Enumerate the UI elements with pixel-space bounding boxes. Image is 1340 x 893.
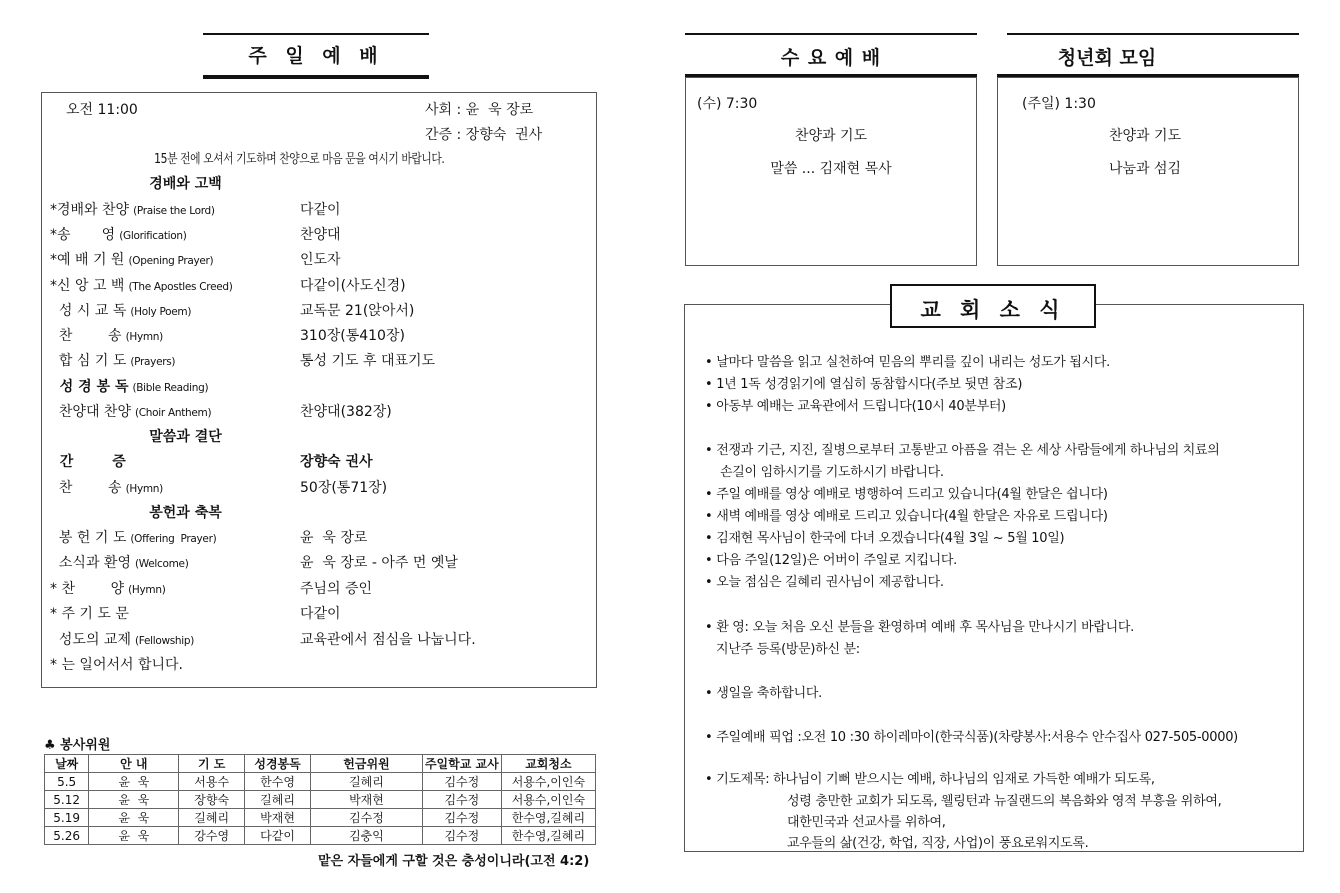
duty-cell: 박재현 xyxy=(311,791,423,809)
duty-cell: 다같이 xyxy=(244,827,310,845)
youth-time: (주일) 1:30 xyxy=(1022,96,1096,112)
news-title: 교 회 소 식 xyxy=(920,298,1066,322)
order-item-name: 성 경 봉 독 xyxy=(50,379,129,395)
duty-title: ♣ 봉사위원 xyxy=(44,738,111,753)
duty-cell: 윤 욱 xyxy=(89,827,179,845)
order-item-name: 성 시 교 독 xyxy=(50,303,127,319)
order-item-english: (Fellowship) xyxy=(134,635,195,647)
duty-cell: 5.19 xyxy=(45,809,89,827)
order-item-name: 합 심 기 도 xyxy=(50,353,127,369)
order-item-english: (Opening Prayer) xyxy=(128,255,214,267)
order-item-leader: 인도자 xyxy=(300,252,341,268)
order-item-english: (Praise the Lord) xyxy=(133,205,215,217)
table-row xyxy=(45,827,596,845)
order-item-name: 소식과 환영 xyxy=(50,555,131,571)
order-item-english: (Offering Prayer) xyxy=(130,533,217,545)
order-item-leader: 윤 욱 장로 - 아주 먼 옛날 xyxy=(300,555,458,571)
duty-header-date: 날짜 xyxy=(45,755,89,773)
news-item: • 1년 1독 성경읽기에 열심히 동참합시다(주보 뒷면 참조) xyxy=(705,377,1023,392)
order-item-name: *예 배 기 원 xyxy=(50,252,125,268)
duty-cell: 박재현 xyxy=(244,809,310,827)
duty-header-offering: 헌금위원 xyxy=(311,755,423,773)
duty-header-prayer: 기 도 xyxy=(179,755,245,773)
duty-cell: 길혜리 xyxy=(311,773,423,791)
wednesday-title-top-rule xyxy=(685,33,977,35)
youth-title: 청년회 모임 xyxy=(1057,47,1157,69)
order-item-name: 찬 송 xyxy=(50,328,122,344)
order-item-name: *경배와 찬양 xyxy=(50,202,130,218)
news-item: • 날마다 말씀을 읽고 실천하여 믿음의 뿌리를 깊이 내리는 성도가 됩시다. xyxy=(705,355,1111,370)
order-item-leader: 310장(통410장) xyxy=(300,328,405,344)
table-row xyxy=(45,809,596,827)
wednesday-line1: 찬양과 기도 xyxy=(794,128,868,144)
news-item: • 오늘 점심은 길혜리 권사님이 제공합니다. xyxy=(705,575,944,590)
duty-cell: 한수영,길혜리 xyxy=(501,827,595,845)
news-item-continued: 교우들의 삶(건강, 학업, 직장, 사업)이 풍요로워지도록. xyxy=(787,836,1089,851)
order-item-english: (Hymn) xyxy=(125,331,163,343)
wednesday-time: (수) 7:30 xyxy=(697,96,758,112)
order-item-english: (Choir Anthem) xyxy=(134,407,212,419)
wednesday-title: 수 요 예 배 xyxy=(780,47,882,69)
order-item-english: (Prayers) xyxy=(130,356,176,368)
order-item-leader: 교육관에서 점심을 나눕니다. xyxy=(300,632,476,648)
order-item-name: 찬 송 xyxy=(50,480,122,496)
order-item-name: 봉 헌 기 도 xyxy=(50,530,127,546)
duty-cell: 한수영 xyxy=(244,773,310,791)
duty-cell: 서용수,이인숙 xyxy=(501,791,595,809)
table-row xyxy=(45,791,596,809)
order-item-leader: 다같이(사도신경) xyxy=(300,278,406,294)
wednesday-line2: 말씀 ... 김재현 목사 xyxy=(770,161,892,177)
order-item-name: *송 영 xyxy=(50,227,116,243)
duty-cell: 김수정 xyxy=(311,809,423,827)
duty-cell: 윤 욱 xyxy=(89,773,179,791)
order-item-leader: 다같이 xyxy=(300,606,341,622)
order-item-english: (Glorification) xyxy=(119,230,187,242)
duty-table xyxy=(44,754,596,845)
section-word-decision: 말씀과 결단 xyxy=(149,429,222,445)
order-item-english: (Welcome) xyxy=(134,558,189,570)
news-item-continued: 지난주 등록(방문)하신 분: xyxy=(716,642,860,657)
duty-header-reading: 성경봉독 xyxy=(244,755,310,773)
duty-header-usher: 안 내 xyxy=(89,755,179,773)
section-worship-confession: 경배와 고백 xyxy=(149,176,222,192)
service-note: 15분 전에 오셔서 기도하며 찬양으로 마음 문을 여시기 바랍니다. xyxy=(154,152,445,167)
duty-cell: 길혜리 xyxy=(179,809,245,827)
duty-header-cleaning: 교회청소 xyxy=(501,755,595,773)
news-item: • 다음 주일(12일)은 어버이 주일로 지킵니다. xyxy=(705,553,957,568)
duty-cell: 윤 욱 xyxy=(89,791,179,809)
order-item-leader: 교독문 21(앉아서) xyxy=(300,303,415,319)
order-item-english: (Hymn) xyxy=(125,483,163,495)
news-item: • 주일예배 픽업 :오전 10 :30 하이레마이(한국식품)(차량봉사:서용수 안수집사 027-505-0000) xyxy=(705,730,1238,745)
order-item-name: 간 증 xyxy=(50,454,126,470)
news-item-continued: 대한민국과 선교사를 위하여, xyxy=(787,815,946,830)
order-item-leader: 장향숙 권사 xyxy=(300,454,373,470)
news-item: • 기도제목: 하나님이 기뻐 받으시는 예배, 하나님의 임재로 가득한 예배가 되도록, xyxy=(705,772,1155,787)
sunday-title-top-rule xyxy=(203,33,429,35)
news-item: • 환 영: 오늘 처음 오신 분들을 환영하며 예배 후 목사님을 만나시기 바랍니다. xyxy=(705,620,1135,635)
service-host: 사회 : 윤 욱 장로 xyxy=(425,102,534,118)
news-item: • 전쟁과 기근, 지진, 질병으로부터 고통받고 아픔을 겪는 온 세상 사람들에게 하나님의 치료의 xyxy=(705,443,1220,458)
duty-cell: 김수정 xyxy=(422,773,501,791)
section-offering-blessing: 봉헌과 축복 xyxy=(149,505,222,521)
order-item-leader: 윤 욱 장로 xyxy=(300,530,368,546)
duty-cell: 5.5 xyxy=(45,773,89,791)
duty-cell: 김수정 xyxy=(422,791,501,809)
duty-cell: 서용수,이인숙 xyxy=(501,773,595,791)
youth-line1: 찬양과 기도 xyxy=(1108,128,1182,144)
duty-cell: 길혜리 xyxy=(244,791,310,809)
order-item-leader: 찬양대(382장) xyxy=(300,404,392,420)
news-item: • 생일을 축하합니다. xyxy=(705,686,822,701)
order-item-leader: 통성 기도 후 대표기도 xyxy=(300,353,436,369)
duty-cell: 한수영,길혜리 xyxy=(501,809,595,827)
duty-header-row xyxy=(45,755,596,773)
duty-cell: 김수정 xyxy=(422,827,501,845)
order-item-name: * 주 기 도 문 xyxy=(50,606,129,622)
news-item: • 김재현 목사님이 한국에 다녀 오겠습니다(4월 3일 ~ 5월 10일) xyxy=(705,531,1065,546)
order-item-english: (Holy Poem) xyxy=(130,306,192,318)
order-item-leader: 50장(통71장) xyxy=(300,480,388,496)
order-item-name: *신 앙 고 백 xyxy=(50,278,125,294)
news-item-continued: 손길이 임하시기를 기도하시기 바랍니다. xyxy=(720,465,944,480)
news-item: • 아동부 예배는 교육관에서 드립니다(10시 40분부터) xyxy=(705,399,1006,414)
duty-cell: 김수정 xyxy=(422,809,501,827)
duty-cell: 김충익 xyxy=(311,827,423,845)
duty-cell: 서용수 xyxy=(179,773,245,791)
service-time: 오전 11:00 xyxy=(66,102,138,118)
youth-title-top-rule xyxy=(1007,33,1299,35)
news-item: • 주일 예배를 영상 예배로 병행하여 드리고 있습니다(4월 한달은 쉽니다) xyxy=(705,487,1108,502)
standing-footnote: * 는 일어서서 합니다. xyxy=(50,657,183,673)
order-item-name: 성도의 교제 xyxy=(50,632,131,648)
order-item-name: 찬양대 찬양 xyxy=(50,404,131,420)
youth-line2: 나눔과 섬김 xyxy=(1108,161,1182,177)
duty-cell: 5.12 xyxy=(45,791,89,809)
table-row xyxy=(45,773,596,791)
duty-cell: 윤 욱 xyxy=(89,809,179,827)
duty-cell: 장향숙 xyxy=(179,791,245,809)
duty-cell: 강수영 xyxy=(179,827,245,845)
order-item-name: * 찬 양 xyxy=(50,581,125,597)
bible-verse: 맡은 자들에게 구할 것은 충성이니라(고전 4:2) xyxy=(318,854,590,869)
news-item: • 새벽 예배를 영상 예배로 드리고 있습니다(4월 한달은 자유로 드립니다) xyxy=(705,509,1108,524)
order-item-english: (The Apostles Creed) xyxy=(128,281,233,293)
order-item-leader: 다같이 xyxy=(300,202,341,218)
sunday-title: 주 일 예 배 xyxy=(248,45,384,67)
sunday-title-bottom-rule xyxy=(203,75,429,79)
order-item-leader: 주님의 증인 xyxy=(300,581,373,597)
service-testimony: 간증 : 장향숙 권사 xyxy=(425,127,543,143)
order-item-leader: 찬양대 xyxy=(300,227,341,243)
news-item-continued: 성령 충만한 교회가 되도록, 웰링턴과 뉴질랜드의 복음화와 영적 부흥을 위하여, xyxy=(787,794,1222,809)
order-item-english: (Hymn) xyxy=(128,584,166,596)
duty-cell: 5.26 xyxy=(45,827,89,845)
order-item-english: (Bible Reading) xyxy=(132,382,209,394)
duty-header-teacher: 주일학교 교사 xyxy=(422,755,501,773)
